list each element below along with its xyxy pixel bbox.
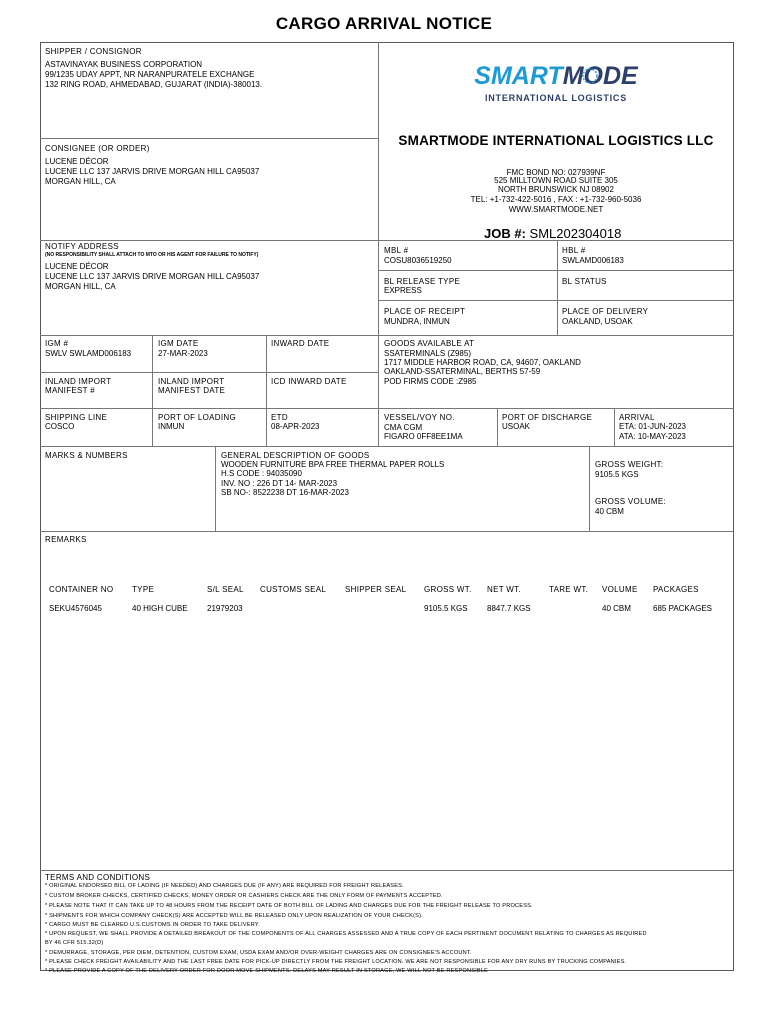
terms-line: * PLEASE NOTE THAT IT CAN TAKE UP TO 48 HOURS FROM THE RECEIPT DATE OF BOTH BILL OF LADING AND CHARGES DUE FOR THE FREIGHT RELEASE TO PROCESS. <box>45 903 533 909</box>
divider <box>40 870 734 871</box>
etd-label: ETD <box>271 413 288 422</box>
table-cell: 21979203 <box>207 604 243 613</box>
divider <box>40 240 734 241</box>
job-label: JOB #: <box>484 226 526 241</box>
notify-line: LUCENE DÉCOR <box>45 262 109 271</box>
job-number <box>484 227 621 241</box>
place-delivery-label: PLACE OF DELIVERY <box>562 307 649 316</box>
igm-date-value: 27-MAR-2023 <box>158 349 208 358</box>
vessel-value: FIGARO 0FF8EE1MA <box>384 432 463 441</box>
divider <box>40 372 378 373</box>
place-receipt-value: MUNDRA, INMUN <box>384 317 450 326</box>
arrival-label: ARRIVAL <box>619 413 655 422</box>
company-fmc-bond: FMC BOND NO: 027939NF <box>506 168 606 177</box>
inland-manifest-label: MANIFEST # <box>45 386 95 395</box>
table-header: GROSS WT. <box>424 585 472 594</box>
divider <box>557 240 558 335</box>
logo-subtitle: INTERNATIONAL LOGISTICS <box>484 93 628 103</box>
notify-line: LUCENE LLC 137 JARVIS DRIVE MORGAN HILL CA95037 <box>45 272 260 281</box>
shipper-line: 132 RING ROAD, AHMEDABAD, GUJARAT (INDIA)-380013. <box>45 80 263 89</box>
shipping-line-value: COSCO <box>45 422 75 431</box>
table-header: CONTAINER NO <box>49 585 114 594</box>
divider <box>40 446 734 447</box>
table-cell: 40 CBM <box>602 604 631 613</box>
place-delivery-value: OAKLAND, USOAK <box>562 317 633 326</box>
divider <box>152 335 153 446</box>
port-discharge-value: USOAK <box>502 422 531 431</box>
company-name: SMARTMODE INTERNATIONAL LOGISTICS LLC <box>398 133 714 148</box>
consignee-line: LUCENE LLC 137 JARVIS DRIVE MORGAN HILL CA95037 <box>45 167 260 176</box>
place-receipt-label: PLACE OF RECEIPT <box>384 307 466 316</box>
remarks-label: REMARKS <box>45 535 87 544</box>
consignee-line: MORGAN HILL, CA <box>45 177 116 186</box>
divider <box>40 335 734 336</box>
igm-value: SWLV SWLAMD006183 <box>45 349 132 358</box>
company-address: 525 MILLTOWN ROAD SUITE 305 <box>494 176 618 185</box>
divider <box>266 335 267 446</box>
shipping-line-label: SHIPPING LINE <box>45 413 108 422</box>
icd-inward-date-label: ICD INWARD DATE <box>271 377 347 386</box>
bl-release-label: BL RELEASE TYPE <box>384 277 461 286</box>
inward-date-label: INWARD DATE <box>271 339 330 348</box>
terms-line: * SHIPMENTS FOR WHICH COMPANY CHECK(S) ARE ACCEPTED WILL BE RELEASED ONLY UPON REALIZATION OF YOUR CHECK(S). <box>45 913 423 919</box>
vessel-value: CMA CGM <box>384 423 423 432</box>
divider <box>614 408 615 446</box>
mbl-value: COSU8036519250 <box>384 256 452 265</box>
table-header: NET WT. <box>487 585 521 594</box>
company-website: WWW.SMARTMODE.NET <box>508 205 604 214</box>
divider <box>497 408 498 446</box>
table-header: TARE WT. <box>549 585 589 594</box>
company-logo <box>460 58 652 106</box>
document-title: CARGO ARRIVAL NOTICE <box>275 14 493 33</box>
shipper-line: ASTAVINAYAK BUSINESS CORPORATION <box>45 60 203 69</box>
table-header: PACKAGES <box>653 585 699 594</box>
terms-line: * PLEASE CHECK FREIGHT AVAILABILITY AND THE LAST FREE DATE FOR PICK-UP DIRECTLY FROM THE FREIGHT LOCATION. WE ARE NOT RESPONSIBLE FOR ANY DRY RUNS BY TRUCKING COMPANIES. <box>45 959 627 965</box>
table-header: TYPE <box>132 585 155 594</box>
consignee-label: CONSIGNEE (OR ORDER) <box>45 144 150 153</box>
job-value: SML202304018 <box>529 226 622 241</box>
gross-weight-value: 9105.5 KGS <box>595 470 639 479</box>
terms-line: BY 46 CFR 515.32(D) <box>45 940 104 946</box>
shipper-line: 99/1235 UDAY APPT, NR NARANPURATELE EXCHANGE <box>45 70 255 79</box>
divider <box>378 270 734 271</box>
table-cell: SEKU4576045 <box>49 604 102 613</box>
terms-line: * CARGO MUST BE CLEARED U.S.CUSTOMS IN ORDER TO TAKE DELIVERY. <box>45 922 260 928</box>
etd-value: 08-APR-2023 <box>271 422 320 431</box>
divider <box>378 42 379 446</box>
table-header: VOLUME <box>602 585 638 594</box>
divider <box>40 531 734 532</box>
arrival-ata: ATA: 10-MAY-2023 <box>619 432 686 441</box>
goods-available-line: 1717 MIDDLE HARBOR ROAD, CA, 94607, OAKLAND <box>384 358 581 367</box>
table-cell: 8847.7 KGS <box>487 604 531 613</box>
terms-line: * ORIGINAL ENDORSED BILL OF LADING (IF NEEDED) AND CHARGES DUE (IF ANY) ARE REQUIRED FOR FREIGHT RELEASES. <box>45 883 404 889</box>
shipper-label: SHIPPER / CONSIGNOR <box>45 47 142 56</box>
divider <box>215 446 216 531</box>
bl-release-value: EXPRESS <box>384 286 422 295</box>
igm-date-label: IGM DATE <box>158 339 199 348</box>
bl-status-label: BL STATUS <box>562 277 607 286</box>
goods-available-label: GOODS AVAILABLE AT <box>384 339 475 348</box>
notify-line: MORGAN HILL, CA <box>45 282 116 291</box>
inland-manifest-date-label: INLAND IMPORT <box>158 377 225 386</box>
vessel-label: VESSEL/VOY NO. <box>384 413 455 422</box>
divider <box>589 446 590 531</box>
notify-note: (NO RESPONSIBILITY SHALL ATTACH TO MTO OR HIS AGENT FOR FAILURE TO NOTIFY) <box>45 252 259 258</box>
goods-desc-line: H.S CODE : 94035090 <box>221 469 302 478</box>
table-header: S/L SEAL <box>207 585 244 594</box>
consignee-line: LUCENE DÉCOR <box>45 157 109 166</box>
gross-volume-value: 40 CBM <box>595 507 624 516</box>
terms-label: TERMS AND CONDITIONS <box>45 873 151 882</box>
logo-wordmark: SMARTMODE <box>474 62 638 90</box>
goods-desc-label: GENERAL DESCRIPTION OF GOODS <box>221 451 370 460</box>
marks-label: MARKS & NUMBERS <box>45 451 128 460</box>
port-loading-value: INMUN <box>158 422 185 431</box>
goods-available-line: OAKLAND-SSATERMINAL, BERTHS 57-59 <box>384 367 541 376</box>
hbl-value: SWLAMD006183 <box>562 256 624 265</box>
divider <box>40 408 734 409</box>
hbl-label: HBL # <box>562 246 586 255</box>
divider <box>40 138 378 139</box>
gross-volume-label: GROSS VOLUME: <box>595 497 667 506</box>
port-loading-label: PORT OF LOADING <box>158 413 236 422</box>
arrival-eta: ETA: 01-JUN-2023 <box>619 422 686 431</box>
terms-line: * PLEASE PROVIDE A COPY OF THE DELIVERY ORDER FOR DOOR MOVE SHIPMENTS. DELAYS MAY RESULT IN STORAGE, WE WILL NOT BE RESPONSIBLE <box>45 968 489 974</box>
goods-desc-line: SB NO-: 8522238 DT 16-MAR-2023 <box>221 488 349 497</box>
divider <box>378 300 734 301</box>
inland-manifest-date-label: MANIFEST DATE <box>158 386 226 395</box>
company-phone: TEL: +1-732-422-5016 , FAX : +1-732-960-5036 <box>470 195 642 204</box>
table-header: CUSTOMS SEAL <box>260 585 327 594</box>
table-cell: 40 HIGH CUBE <box>132 604 188 613</box>
table-cell: 685 PACKAGES <box>653 604 712 613</box>
goods-available-line: SSATERMINALS (Z985) <box>384 349 471 358</box>
terms-line: * CUSTOM BROKER CHECKS, CERTIFIED CHECKS, MONEY ORDER OR CASHIERS CHECK ARE THE ONLY FORM OF PAYMENTS ACCEPTED. <box>45 893 443 899</box>
terms-line: * DEMURRAGE, STORAGE, PER DIEM, DETENTION, CUSTOM EXAM, USDA EXAM AND/OR OVER-WEIGHT CHARGES ARE ON CONSIGNEE'S ACCOUNT. <box>45 950 472 956</box>
igm-label: IGM # <box>45 339 69 348</box>
mbl-label: MBL # <box>384 246 409 255</box>
port-discharge-label: PORT OF DISCHARGE <box>502 413 593 422</box>
terms-line: * UPON REQUEST, WE SHALL PROVIDE A DETAILED BREAKOUT OF THE COMPONENTS OF ALL CHARGES ASSESSED AND A TRUE COPY OF EACH PERTINENT DOCUMENT RELATING TO CHARGES AS REQUIRED <box>45 931 647 937</box>
inland-manifest-label: INLAND IMPORT <box>45 377 112 386</box>
goods-desc-line: INV. NO : 226 DT 14- MAR-2023 <box>221 479 338 488</box>
goods-desc-line: WOODEN FURNITURE BPA FREE THERMAL PAPER ROLLS <box>221 460 445 469</box>
notify-label: NOTIFY ADDRESS <box>45 242 119 251</box>
goods-available-line: POD FIRMS CODE :Z985 <box>384 377 477 386</box>
company-address: NORTH BRUNSWICK NJ 08902 <box>498 185 614 194</box>
table-header: SHIPPER SEAL <box>345 585 407 594</box>
table-cell: 9105.5 KGS <box>424 604 468 613</box>
gross-weight-label: GROSS WEIGHT: <box>595 460 664 469</box>
